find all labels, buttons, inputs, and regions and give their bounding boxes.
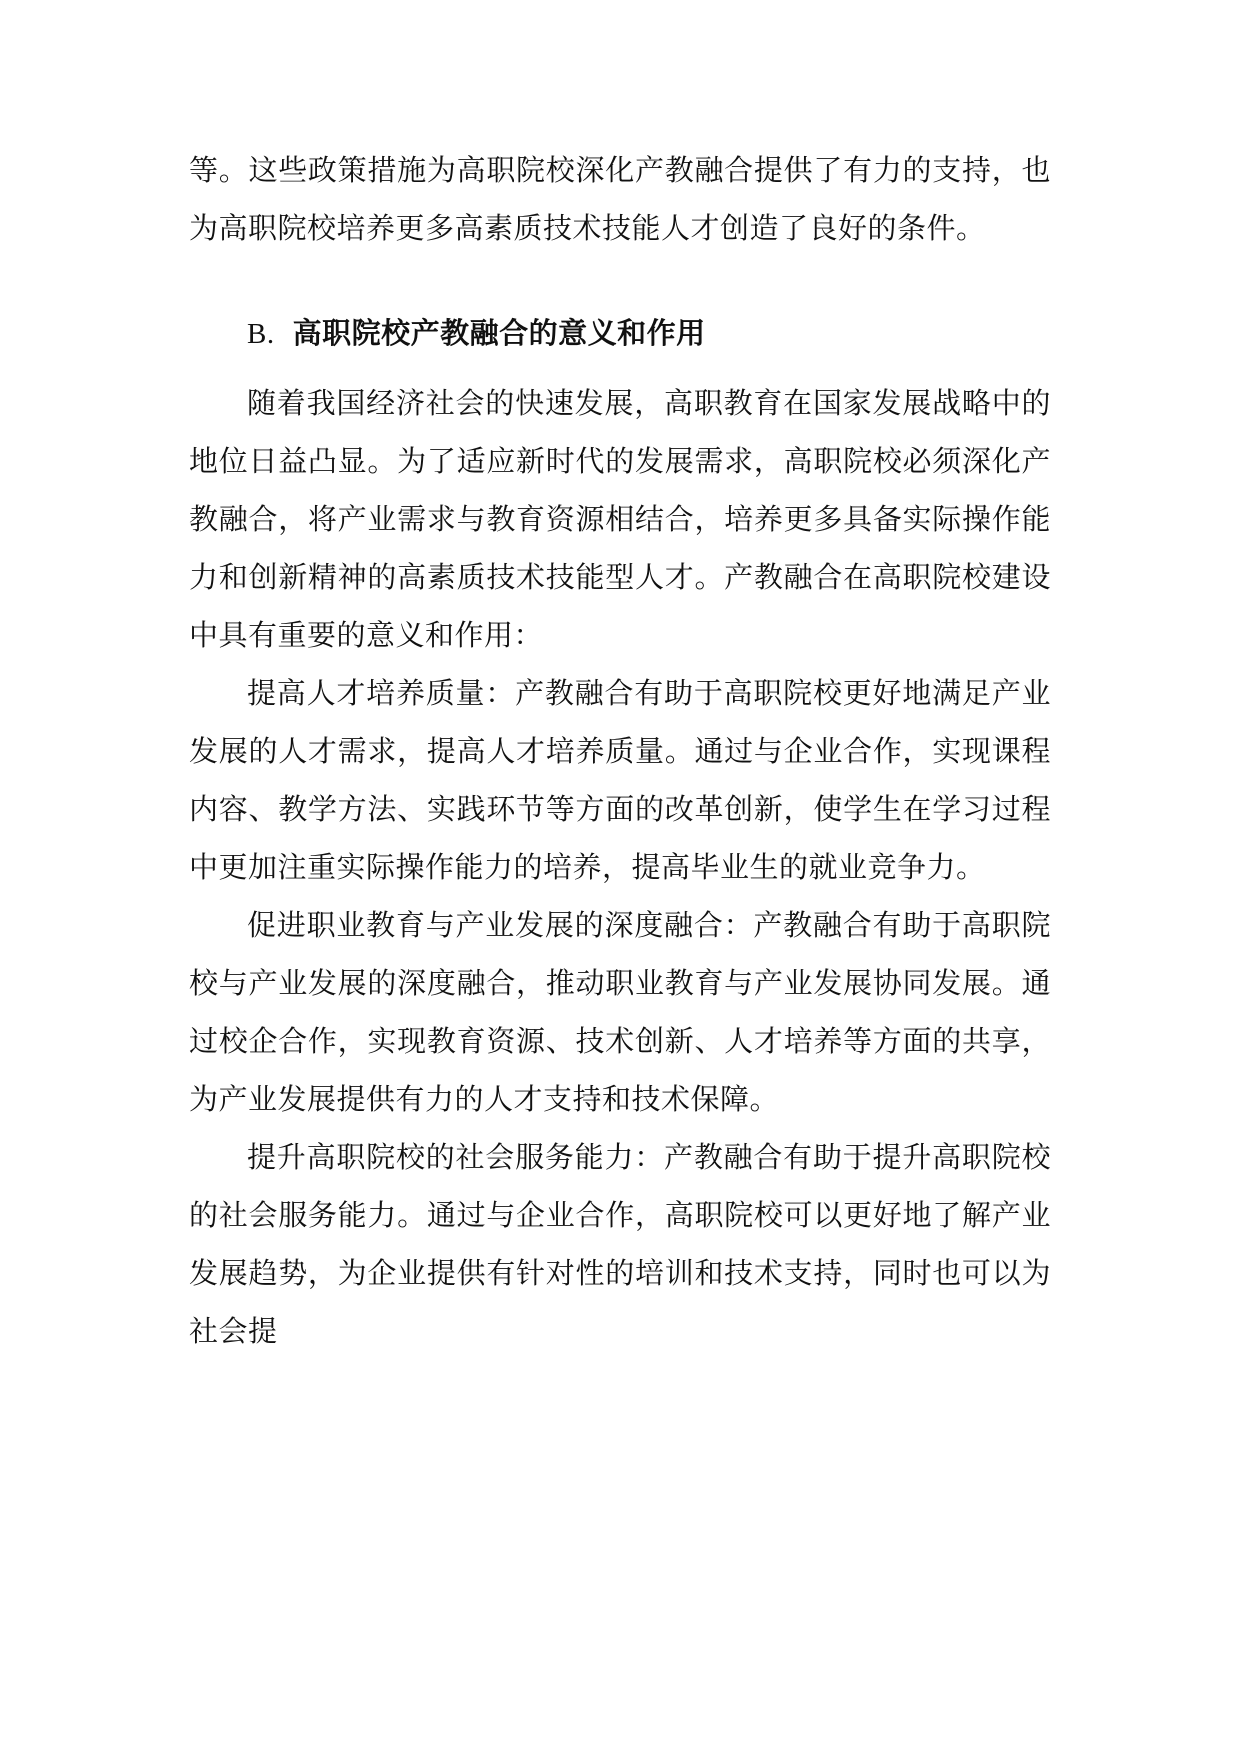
paragraph-continuation: 等。这些政策措施为高职院校深化产教融合提供了有力的支持，也为高职院校培养更多高素质技术技能人才创造了良好的条件。 [189,153,1051,245]
section-heading [189,304,1051,363]
section-title: 高职院校产教融合的意义和作用 [292,316,706,350]
section-number: B. [247,318,275,350]
paragraph-social-service: 提升高职院校的社会服务能力：产教融合有助于提升高职院校的社会服务能力。通过与企业合作，高职院校可以更好地了解产业发展趋势，为企业提供有针对性的培训和技术支持，同时也可以为社会提 [189,1140,1051,1348]
paragraph-intro: 随着我国经济社会的快速发展，高职教育在国家发展战略中的地位日益凸显。为了适应新时代的发展需求，高职院校必须深化产教融合，将产业需求与教育资源相结合，培养更多具备实际操作能力和创新精神的高素质技术技能型人才。产教融合在高职院校建设中具有重要的意义和作用： [189,386,1051,652]
document-body [189,141,1051,1360]
paragraph-talent-quality: 提高人才培养质量：产教融合有助于高职院校更好地满足产业发展的人才需求，提高人才培养质量。通过与企业合作，实现课程内容、教学方法、实践环节等方面的改革创新，使学生在学习过程中更加注重实际操作能力的培养，提高毕业生的就业竞争力。 [189,676,1051,884]
paragraph-deep-integration: 促进职业教育与产业发展的深度融合：产教融合有助于高职院校与产业发展的深度融合，推动职业教育与产业发展协同发展。通过校企合作，实现教育资源、技术创新、人才培养等方面的共享，为产业发展提供有力的人才支持和技术保障。 [189,908,1051,1116]
